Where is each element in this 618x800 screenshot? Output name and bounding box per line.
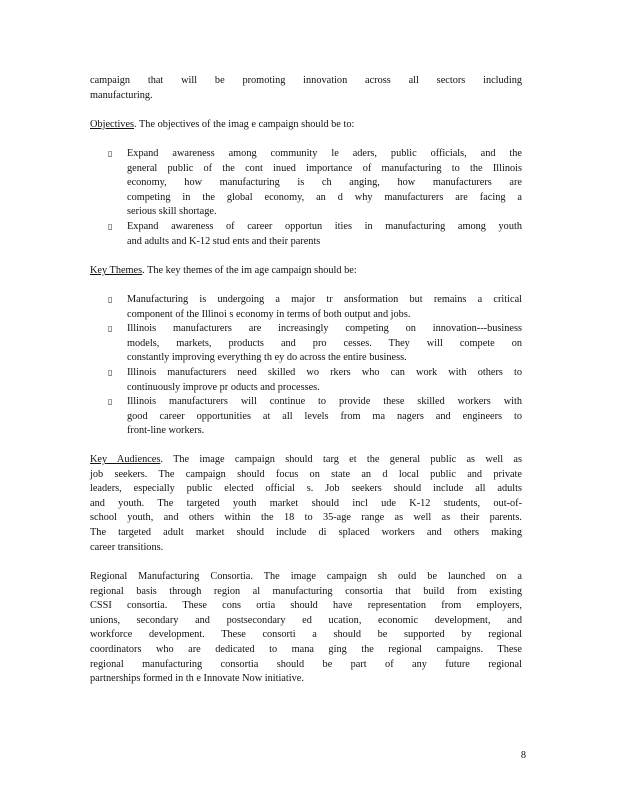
list-line: Illinois manufacturers will continue to provide these skilled workers with [127, 396, 522, 408]
paragraph-line: . The image campaign sh ould be launched on a [250, 571, 522, 582]
list-line: Illinois manufacturers are increasingly competing on innovation---business [127, 323, 522, 335]
list-line: Manufacturing is undergoing a major tr ansformation but remains a critical [127, 294, 522, 305]
paragraph-line: regional manufacturing consortia should be part of any future regional [90, 658, 522, 670]
list-line: serious skill shortage. [127, 206, 217, 218]
list-line: economy, how manufacturing is ch anging, how manufacturers are [127, 177, 522, 189]
list-line: constantly improving everything th ey do across the entire business. [127, 352, 407, 364]
objectives-heading-line [90, 118, 522, 133]
bullet-icon: ▯ [108, 295, 113, 304]
list-item [90, 322, 522, 366]
list-line: and adults and K-12 stud ents and their parents [127, 235, 321, 247]
paragraph-line: school youth, and others within the 18 to 35-age range as well as their parents. [90, 512, 522, 524]
paragraph-line: workforce development. These consorti a should be supported by regional [90, 629, 522, 641]
list-line: Illinois manufacturers need skilled wo rkers who can work with others to [127, 366, 522, 378]
list-line: front-line workers. [127, 425, 205, 437]
key-audiences-heading-line [90, 453, 522, 468]
intro-paragraph [90, 74, 522, 103]
key-themes-section [90, 264, 522, 279]
list-item [90, 220, 522, 249]
paragraph-line: and youth. The targeted youth market should incl ude K-12 students, out-of- [90, 497, 522, 509]
regional-heading-line [90, 570, 522, 585]
paragraph-line: leaders, especially public elected official s. Job seekers should include all adults [90, 483, 522, 495]
list-line: general public of the cont inued importance of manufacturing to the Illinois [127, 162, 522, 174]
list-line: Expand awareness among community le aders, public officials, and the [127, 148, 522, 159]
paragraph-line: . The image campaign should targ et the general public as well as [160, 454, 523, 465]
paragraph-line: partnerships formed in th e Innovate Now initiative. [90, 673, 304, 685]
objectives-list [90, 147, 522, 249]
objectives-heading: Objectives [90, 119, 135, 130]
intro-line: campaign that will be promoting innovation across all sectors including [90, 75, 522, 86]
paragraph-line: unions, secondary and postsecondary ed ucation, economic development, and [90, 614, 522, 626]
list-line: component of the Illinoi s economy in terms of both output and jobs. [127, 308, 411, 320]
list-line: competing in the global economy, an d why manufacturers are facing a [127, 191, 522, 203]
bullet-icon: ▯ [108, 149, 113, 158]
regional-heading: Regional Manufacturing Consortia [90, 571, 251, 582]
paragraph-line: job seekers. The campaign should focus on state an d local public and private [90, 468, 522, 480]
bullet-icon: ▯ [108, 397, 113, 407]
bullet-icon: ▯ [108, 221, 113, 231]
list-item [90, 147, 522, 220]
list-item [90, 293, 522, 322]
paragraph-line: CSSI consortia. These cons ortia should have representation from employers, [90, 600, 522, 612]
key-themes-list [90, 293, 522, 439]
list-line: good career opportunities at all levels from ma nagers and engineers to [127, 410, 522, 422]
list-line: models, markets, products and pro cesses. They will compete on [127, 337, 522, 349]
intro-line: manufacturing. [90, 89, 153, 101]
regional-section [90, 570, 522, 687]
page-number: 8 [520, 750, 526, 761]
bullet-icon: ▯ [108, 324, 113, 334]
objectives-lead: . The objectives of the imag e campaign should be to: [134, 119, 355, 130]
paragraph-line: career transitions. [90, 541, 164, 553]
paragraph-line: coordinators who are dedicated to mana ging the regional campaigns. These [90, 643, 522, 655]
objectives-section [90, 118, 522, 133]
paragraph-line: regional basis through region al manufacturing consortia that build from existing [90, 585, 522, 597]
key-audiences-section [90, 453, 522, 555]
list-line: continuously improve pr oducts and processes. [127, 381, 320, 393]
key-themes-lead: . The key themes of the im age campaign should be: [142, 265, 357, 276]
bullet-icon: ▯ [108, 367, 113, 377]
key-audiences-heading: Key Audiences [90, 454, 161, 465]
paragraph-line: The targeted adult market should include di splaced workers and others making [90, 526, 522, 538]
key-themes-heading: Key Themes [90, 265, 143, 276]
list-item [90, 366, 522, 395]
list-item [90, 395, 522, 439]
key-themes-heading-line [90, 264, 522, 279]
list-line: Expand awareness of career opportun ities in manufacturing among youth [127, 220, 522, 232]
